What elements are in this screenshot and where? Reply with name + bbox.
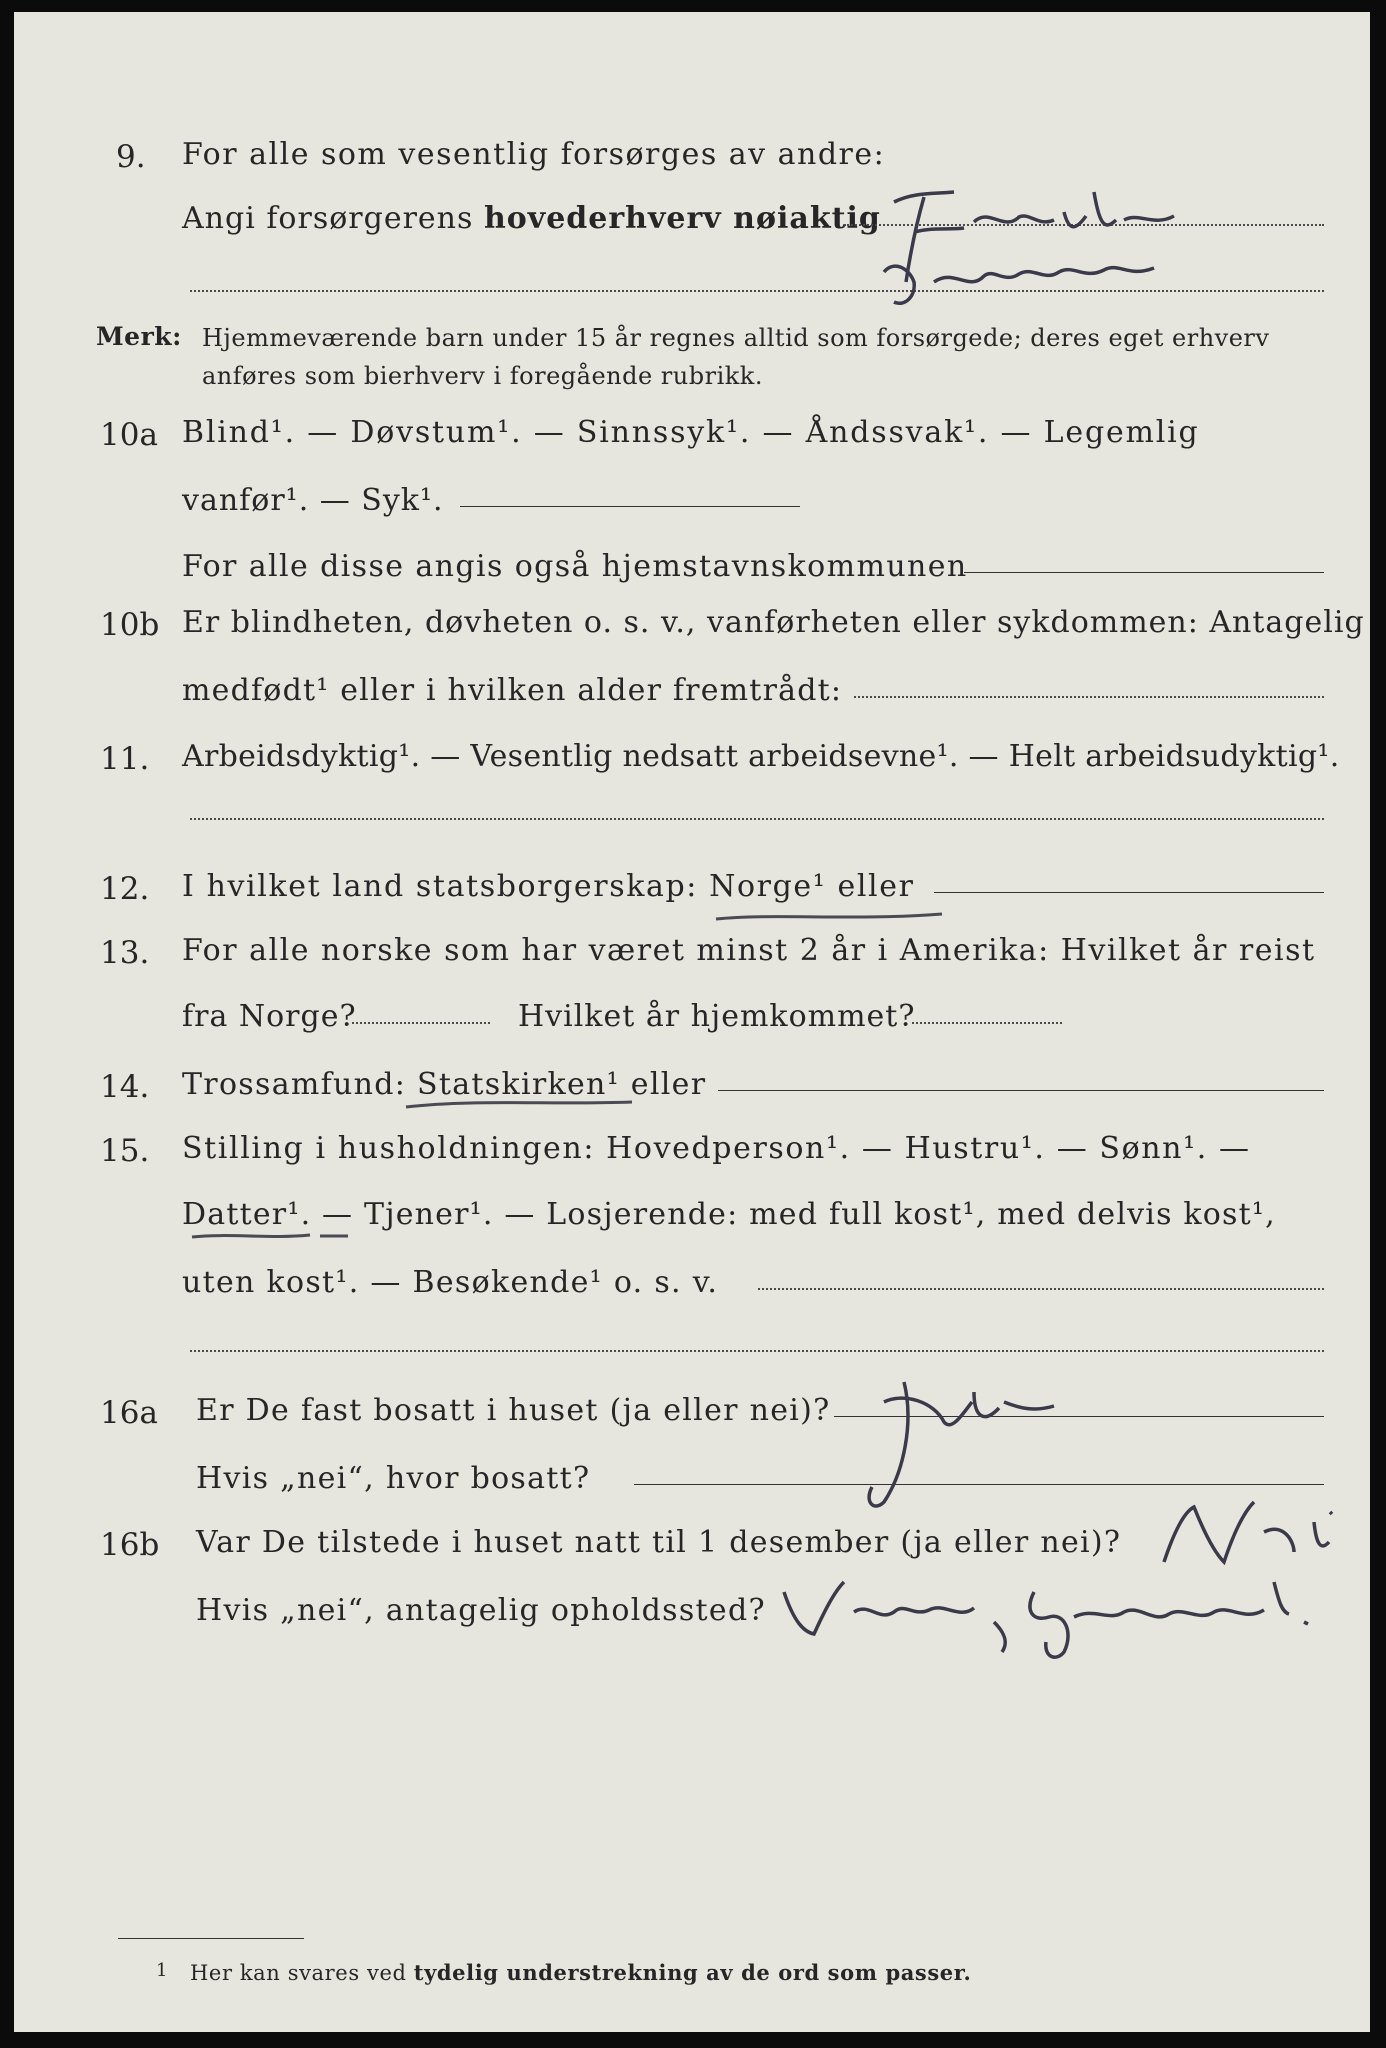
footnote-text — [190, 1962, 971, 1984]
q12-answer-line — [934, 892, 1324, 893]
q16b-number: 16b — [100, 1527, 160, 1563]
q14-answer-line — [718, 1090, 1324, 1091]
q15-line1: Stilling i husholdningen: Hovedperson¹. — Hustru¹. — Sønn¹. — — [182, 1131, 1251, 1166]
q16a-handwritten-answer — [844, 1362, 1104, 1526]
census-form-page — [14, 12, 1370, 2032]
q10b-number: 10b — [100, 607, 160, 643]
q12-underline-norge — [714, 908, 944, 927]
q9-line2-text: Angi forsørgerens — [182, 201, 484, 236]
merk-label: Merk: — [96, 322, 182, 351]
q9-handwritten-answer — [854, 172, 1324, 316]
q16b-handwritten-answer-2 — [774, 1562, 1334, 1676]
q13-line2b: Hvilket år hjemkommet? — [518, 999, 916, 1034]
q10a-answer-line — [460, 506, 800, 507]
q16a-line2: Hvis „nei“, hvor bosatt? — [196, 1461, 591, 1496]
q14-line1: Trossamfund: Statskirken¹ eller — [182, 1067, 707, 1102]
q15-extra-line — [190, 1350, 1324, 1352]
q12-number: 12. — [100, 871, 150, 907]
q9-line1: For alle som vesentlig forsørges av andre: — [182, 137, 886, 172]
q16b-answer2-hw-text: Våro, Spangrud. — [774, 1562, 783, 1563]
footnote-mark: 1 — [156, 1960, 169, 1981]
q11-number: 11. — [100, 741, 150, 777]
q16a-number: 16a — [100, 1395, 158, 1431]
q16a-line1: Er De fast bosatt i huset (ja eller nei)? — [196, 1393, 831, 1428]
q16b-answer1-hw-text: Nei — [1144, 1492, 1146, 1493]
footnote-text-plain: Her kan svares ved — [190, 1961, 414, 1985]
q10a-line2: vanfør¹. — Syk¹. — [182, 483, 444, 518]
q9-line2 — [182, 201, 881, 236]
q10b-line2: medfødt¹ eller i hvilken alder fremtrådt: — [182, 673, 843, 708]
q14-number: 14. — [100, 1069, 150, 1105]
q15-underline-datter — [190, 1228, 350, 1247]
footnote-separator — [118, 1938, 304, 1939]
q15-number: 15. — [100, 1133, 150, 1169]
q15-line3: uten kost¹. — Besøkende¹ o. s. v. — [182, 1265, 719, 1300]
q10b-answer-line — [854, 696, 1324, 698]
merk-line2: anføres som bierhverv i foregående rubrikk. — [202, 362, 763, 390]
q10a-number: 10a — [100, 417, 158, 453]
q10a-line1: Blind¹. — Døvstum¹. — Sinnssyk¹. — Åndssvak¹. — Legemlig — [182, 415, 1200, 450]
q15-line2: Datter¹. — Tjener¹. — Losjerende: med full kost¹, med delvis kost¹, — [182, 1197, 1276, 1232]
q13-reist-line — [352, 1022, 490, 1024]
merk-line1: Hjemmeværende barn under 15 år regnes alltid som forsørgede; deres eget erhverv — [202, 324, 1270, 352]
q11-line1: Arbeidsdyktig¹. — Vesentlig nedsatt arbeidsevne¹. — Helt arbeidsudyktig¹. — [182, 739, 1340, 774]
q16b-line2: Hvis „nei“, antagelig opholdssted? — [196, 1593, 766, 1628]
q13-hjemkommet-line — [912, 1022, 1062, 1024]
q9-answer-hw-text: Fisker / Paa gaarden — [854, 172, 865, 173]
q16b-line1: Var De tilstede i huset natt til 1 desember (ja eller nei)? — [196, 1525, 1122, 1560]
q13-line2a: fra Norge? — [182, 999, 357, 1034]
q12-line1: I hvilket land statsborgerskap: Norge¹ eller — [182, 869, 915, 904]
q15-answer-line — [758, 1288, 1324, 1290]
q10b-line1: Er blindheten, døvheten o. s. v., vanførheten eller sykdommen: Antagelig — [182, 605, 1365, 640]
q11-answer-line — [190, 818, 1324, 820]
q14-underline-statskirken — [404, 1096, 634, 1115]
q13-number: 13. — [100, 935, 150, 971]
q9-line2-emphasis: hovederhverv nøiaktig — [483, 201, 881, 236]
footnote-text-bold: tydelig understrekning av de ord som passer. — [413, 1960, 972, 1985]
q10a-line3: For alle disse angis også hjemstavnskommunen — [182, 549, 968, 584]
q10a-hjemstavn-line — [964, 572, 1324, 573]
q13-line1: For alle norske som har været minst 2 år i Amerika: Hvilket år reist — [182, 933, 1316, 968]
q9-number: 9. — [116, 139, 146, 175]
q16a-answer-hw-text: Ja — [844, 1362, 845, 1363]
